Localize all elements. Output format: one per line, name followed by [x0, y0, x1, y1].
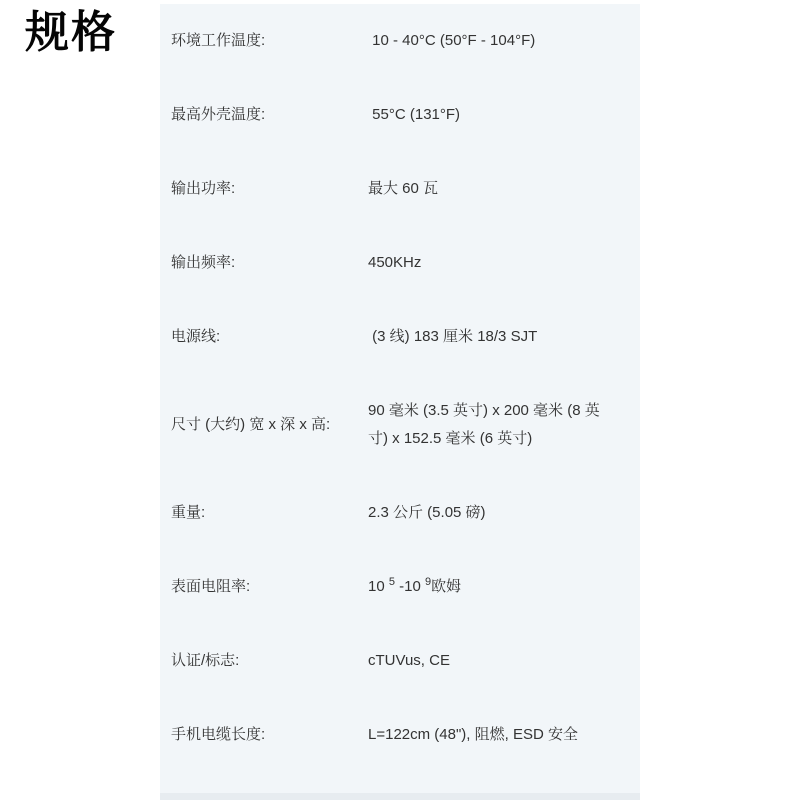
spec-value: (3 线) 183 厘米 18/3 SJT [368, 328, 538, 345]
spec-row-dimensions [160, 374, 640, 476]
spec-value: 55°C (131°F) [368, 106, 461, 123]
spec-value: 最大 60 瓦 [368, 180, 439, 197]
spec-row-power-cord [160, 300, 640, 374]
spec-label: 认证/标志: [171, 652, 240, 669]
spec-value: 90 毫米 (3.5 英寸) x 200 毫米 (8 英寸) x 152.5 毫米 (6 英寸) [368, 402, 600, 447]
spec-table [160, 4, 640, 800]
table-bottom-divider [160, 793, 640, 800]
spec-value: 2.3 公斤 (5.05 磅) [368, 504, 486, 521]
spec-label: 最高外壳温度: [171, 106, 266, 123]
value-superscript: 5 [388, 576, 395, 588]
spec-label: 重量: [171, 504, 206, 521]
spec-label: 电源线: [171, 328, 221, 345]
value-base: -10 [394, 578, 425, 595]
value-base: 欧姆 [431, 578, 462, 595]
spec-label: 输出频率: [171, 254, 236, 271]
spec-row-handpiece-cable-length [160, 698, 640, 772]
value-base: 10 [368, 578, 389, 595]
spec-label: 环境工作温度: [171, 32, 266, 49]
spec-row-surface-resistivity [160, 550, 640, 624]
spec-value: L=122cm (48"), 阻燃, ESD 安全 [368, 726, 578, 743]
page-title: 规格 [25, 8, 117, 57]
spec-label: 手机电缆长度: [171, 726, 266, 743]
spec-label: 尺寸 (大约) 宽 x 深 x 高: [171, 416, 331, 433]
spec-label: 输出功率: [171, 180, 236, 197]
spec-row-certifications [160, 624, 640, 698]
spec-value [368, 573, 640, 601]
spec-row-ambient-operating-temperature [160, 4, 640, 78]
spec-value: 10 - 40°C (50°F - 104°F) [368, 32, 536, 49]
spec-row-output-frequency [160, 226, 640, 300]
value-superscript: 9 [425, 576, 432, 588]
spec-value: cTUVus, CE [368, 652, 450, 669]
spec-row-output-power [160, 152, 640, 226]
spec-label: 表面电阻率: [171, 578, 251, 595]
spec-row-weight [160, 476, 640, 550]
spec-row-max-case-temperature [160, 78, 640, 152]
spec-value: 450KHz [368, 254, 422, 271]
